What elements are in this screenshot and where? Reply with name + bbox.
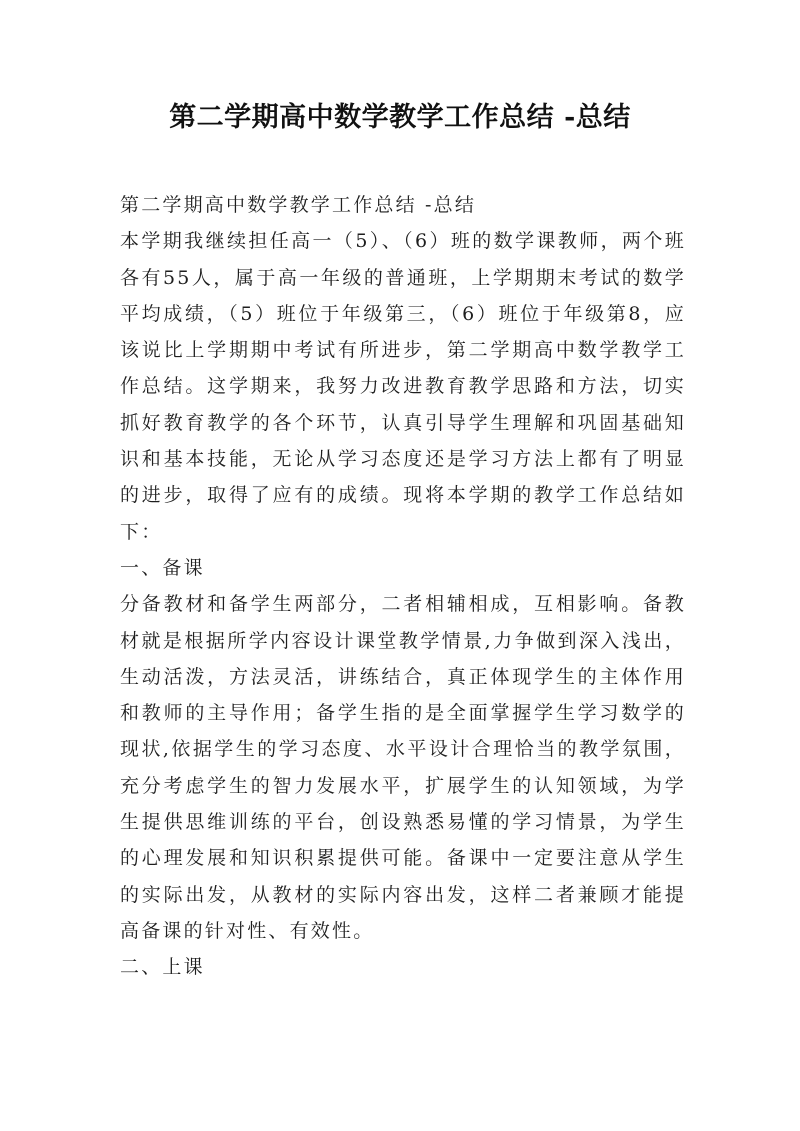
document-title: 第二学期高中数学教学工作总结 -总结 (169, 102, 631, 133)
section-heading-teaching: 二、上课 (120, 956, 205, 979)
paragraph-subtitle: 第二学期高中数学教学工作总结 -总结 (120, 194, 477, 216)
document-body (120, 187, 686, 986)
section-heading-prepare-lessons: 一、备课 (120, 556, 205, 579)
paragraph-prepare-lessons: 分备教材和备学生两部分，二者相辅相成，互相影响。备教材就是根据所学内容设计课堂教学情景,力争做到深入浅出，生动活泼，方法灵活，讲练结合，真正体现学生的主体作用和教师的主导作用；备学生指的是全面掌握学生学习数学的现状,依据学生的学习态度、水平设计合理恰当的教学氛围，充分考虑学生的智力发展水平，扩展学生的认知领域，为学生提供思维训练的平台，创设熟悉易懂的学习情景，为学生的心理发展和知识积累提供可能。备课中一定要注意从学生的实际出发，从教材的实际内容出发，这样二者兼顾才能提高备课的针对性、有效性。 (120, 593, 686, 942)
paragraph-intro: 本学期我继续担任高一（5）、（6）班的数学课教师，两个班各有55人，属于高一年级的普通班，上学期期末考试的数学平均成绩，（5）班位于年级第三，（6）班位于年级第8，应该说比上学期期中考试有所进步，第二学期高中数学教学工作总结。这学期来，我努力改进教育教学思路和方法，切实抓好教育教学的各个环节，认真引导学生理解和巩固基础知识和基本技能，无论从学习态度还是学习方法上都有了明显的进步，取得了应有的成绩。现将本学期的教学工作总结如下： (120, 230, 686, 543)
